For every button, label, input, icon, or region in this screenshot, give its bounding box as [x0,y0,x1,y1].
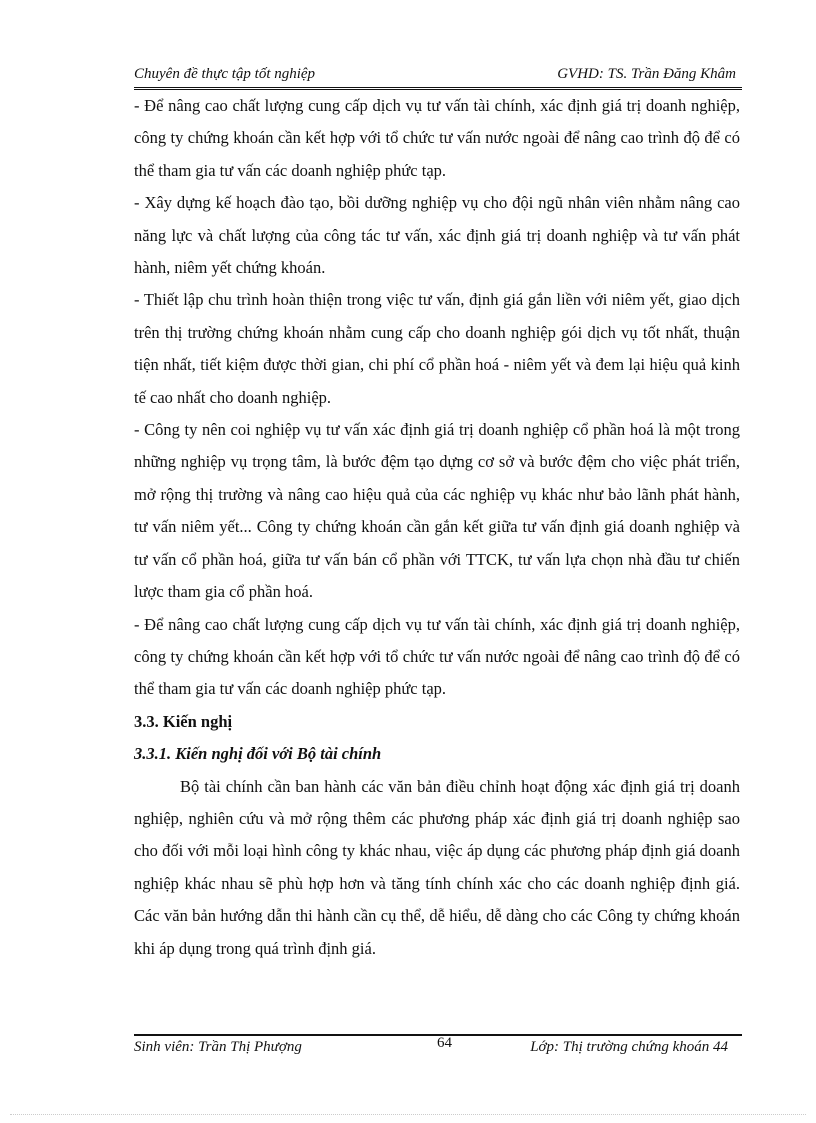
page-header [134,66,742,88]
paragraph-5: - Để nâng cao chất lượng cung cấp dịch vụ tư vấn tài chính, xác định giá trị doanh nghiệp, công ty chứng khoán cần kết hợp với tổ chức tư vấn nước ngoài để nâng cao trình độ để có thể tham gia tư vấn các doanh nghiệp phức tạp. [134,614,740,699]
page-body [134,90,740,965]
footer-student: Sinh viên: Trần Thị Phượng [134,1039,302,1055]
paragraph-1: - Để nâng cao chất lượng cung cấp dịch vụ tư vấn tài chính, xác định giá trị doanh nghiệp, công ty chứng khoán cần kết hợp với tổ chức tư vấn nước ngoài để nâng cao trình độ để có thể tham gia tư vấn các doanh nghiệp phức tạp. [134,96,740,180]
closing-paragraph: Bộ tài chính cần ban hành các văn bản điều chỉnh hoạt động xác định giá trị doanh nghiệp, nghiên cứu và mở rộng thêm các phương pháp xác định giá trị doanh nghiệp sao cho đối với mỗi loại hình công ty khác nhau, việc áp dụng các phương pháp định giá doanh nghiệp khác nhau sẽ phù hợp hơn và tăng tính chính xác cho các doanh nghiệp định giá. Các văn bản hướng dẫn thi hành cần cụ thể, dễ hiểu, dễ dàng cho các Công ty chứng khoán khi áp dụng trong quá trình định giá. [134,776,740,958]
page-footer [134,1035,742,1061]
paragraph-2: - Xây dựng kế hoạch đào tạo, bồi dưỡng nghiệp vụ cho đội ngũ nhân viên nhằm nâng cao năng lực và chất lượng của công tác tư vấn, xác định giá trị doanh nghiệp và tư vấn phát hành, niêm yết chứng khoán. [134,193,740,278]
paragraph-4: - Công ty nên coi nghiệp vụ tư vấn xác định giá trị doanh nghiệp cổ phần hoá là một trong những nghiệp vụ trọng tâm, là bước đệm tạo dựng cơ sở và bước đệm cho việc phát triển, mở rộng thị trường và nâng cao hiệu quả của các nghiệp vụ khác như bảo lãnh phát hành, tư vấn niêm yết... Công ty chứng khoán cần gắn kết giữa tư vấn định giá doanh nghiệp và tư vấn cổ phần hoá, giữa tư vấn bán cổ phần với TTCK, tư vấn lựa chọn nhà đầu tư chiến lược tham gia cổ phần hoá. [134,420,740,602]
section-heading: 3.3. Kiến nghị [134,711,233,731]
page-edge-marker [10,1114,806,1115]
footer-class: Lớp: Thị trường chứng khoán 44 [530,1039,728,1055]
subsection-heading: 3.3.1. Kiến nghị đối với Bộ tài chính [134,744,382,764]
page-number: 64 [437,1035,452,1051]
header-advisor: GVHD: TS. Trần Đăng Khâm [557,66,736,82]
paragraph-3: - Thiết lập chu trình hoàn thiện trong việc tư vấn, định giá gắn liền với niêm yết, giao dịch trên thị trường chứng khoán nhằm cung cấp cho doanh nghiệp gói dịch vụ tốt nhất, thuận tiện nhất, tiết kiệm được thời gian, chi phí cổ phần hoá - niêm yết và đem lại hiệu quả kinh tế cao nhất cho doanh nghiệp. [134,290,740,407]
header-title: Chuyên đề thực tập tốt nghiệp [134,66,316,82]
